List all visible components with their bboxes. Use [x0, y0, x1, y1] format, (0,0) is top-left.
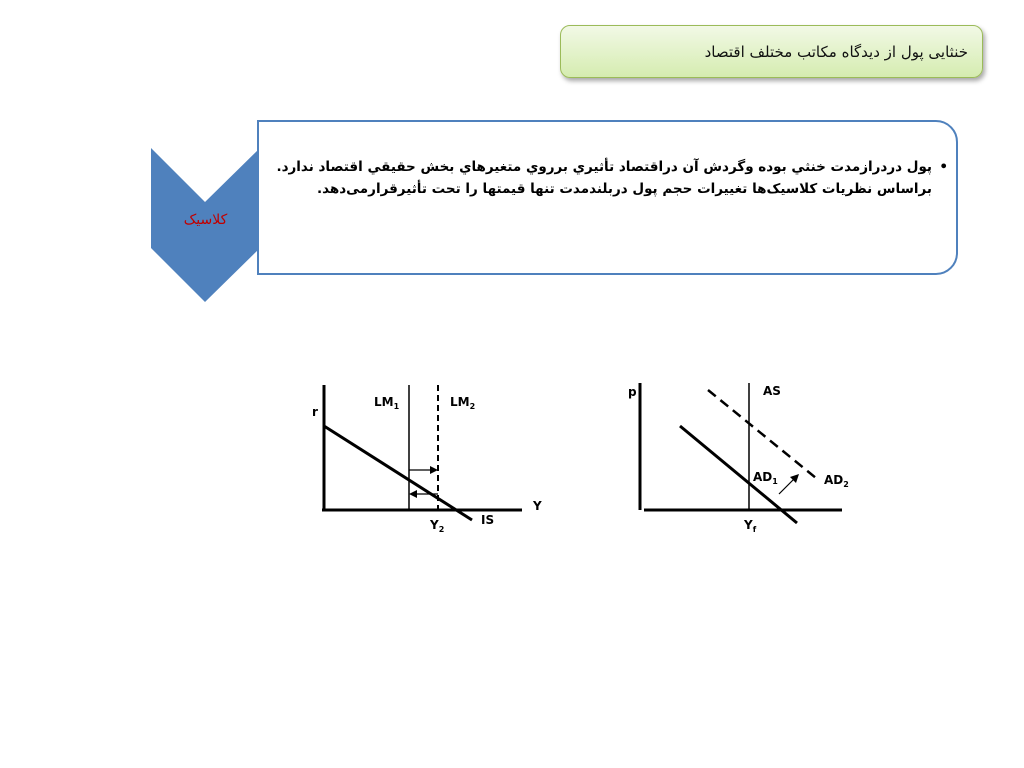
lm1-label: $LM_1$	[374, 395, 400, 411]
is-curve	[324, 426, 472, 520]
shift-arrow	[779, 478, 795, 494]
ad1-label: $AD_1$	[753, 470, 778, 486]
yf-label: $Y_f$	[744, 518, 757, 534]
second-line-text: براساس نظریات کلاسیک‌ها تغییرات حجم پول دربلندمدت تنها قیمتها را تحت تأثیرقرارمی‌دهد.	[316, 181, 932, 197]
y2-label: $Y_2$	[430, 518, 445, 534]
ad1-curve	[680, 426, 797, 523]
ad2-curve	[708, 390, 816, 478]
content-box	[257, 120, 958, 275]
school-label: کلاسیک	[183, 212, 228, 228]
ad2-label: $AD_2$	[824, 473, 849, 489]
y-axis-label: Y	[533, 499, 542, 513]
as-label: AS	[763, 384, 781, 398]
p-axis-label: p	[628, 385, 637, 399]
lm2-label: $LM_2$	[450, 395, 476, 411]
as-ad-diagram	[620, 378, 860, 543]
r-axis-label: r	[312, 405, 318, 419]
bullet-text: • پول دردرازمدت خنثي بوده وگردش آن دراقتصاد تأثيري برروي متغيرهاي بخش حقيقي اقتصاد ندارد.	[271, 154, 946, 180]
slide-title: خنثایی پول از دیدگاه مکاتب مختلف اقتصاد	[560, 25, 983, 78]
is-lm-diagram	[300, 380, 560, 540]
is-label: IS	[481, 513, 495, 527]
